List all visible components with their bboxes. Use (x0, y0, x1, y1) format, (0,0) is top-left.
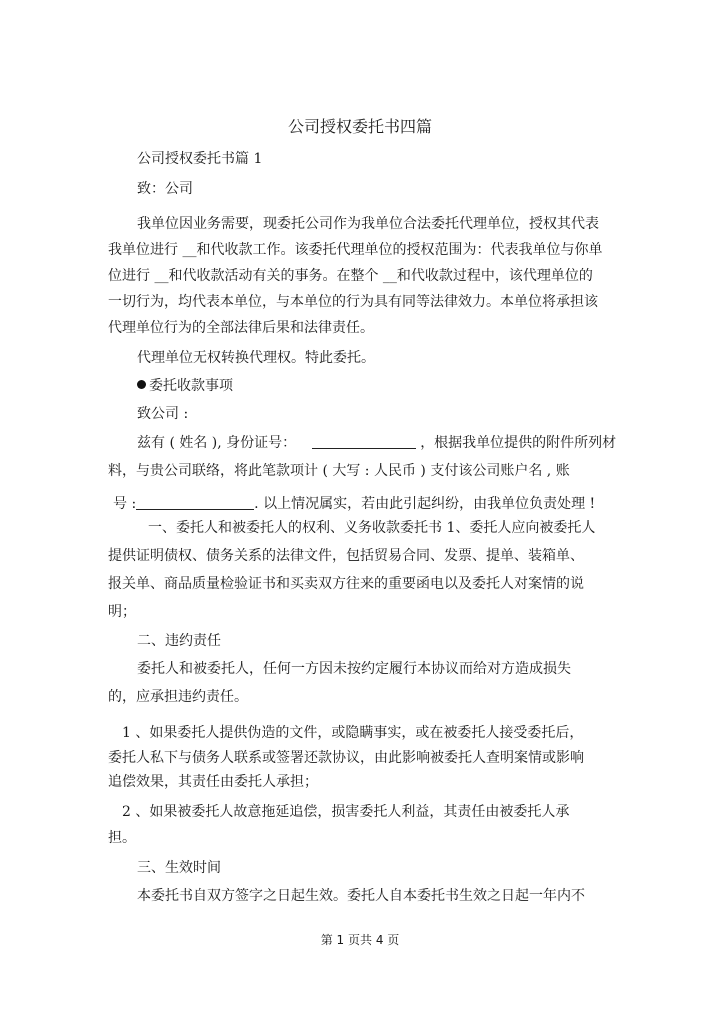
paragraph-line: 一切行为，均代表本单位，与本单位的行为具有同等法律效力。本单位将承担该 (108, 294, 598, 310)
paragraph-line: 担。 (108, 830, 136, 846)
paragraph-line: 1 、如果委托人提供伪造的文件，或隐瞒事实，或在被委托人接受委托后， (122, 725, 584, 741)
paragraph-line: 追偿效果，其责任由委托人承担； (108, 774, 318, 790)
paragraph-line: 代理单位行为的全部法律后果和法律责任。 (108, 320, 374, 336)
section-heading-3: 三、生效时间 (137, 860, 221, 876)
paragraph-line: 本委托书自双方签字之日起生效。委托人自本委托书生效之日起一年内不 (137, 888, 585, 904)
paragraph-line: 一、委托人和被委托人的权利、义务收款委托书 1、委托人应向被委托人 (148, 520, 596, 536)
id-number-blank (312, 434, 416, 449)
paragraph-line: 报关单、商品质量检验证书和买卖双方往来的重要函电以及委托人对案情的说 (108, 576, 584, 592)
paragraph-line: 料，与贵公司联络，将此笔款项计 ( 大写 : 人民币 ) 支付该公司账户名 , 账 (108, 463, 570, 479)
id-text-before: 兹有 ( 姓名 ), 身份证号： (137, 435, 297, 451)
page-title: 公司授权委托书四篇 (287, 117, 432, 136)
paragraph-line: 我单位进行 __和代收款工作。该委托代理单位的授权范围为：代表我单位与你单 (108, 242, 603, 258)
paragraph-line: 代理单位无权转换代理权。特此委托。 (137, 350, 375, 366)
id-text-after: ，根据我单位提供的附件所列材 (420, 435, 617, 451)
addressee-line: 致：公司 (137, 181, 193, 197)
bullet-item-label: 委托收款事项 (149, 378, 233, 394)
paragraph-line: 明； (108, 604, 136, 620)
paragraph-line: 2 、如果被委托人故意拖延追偿，损害委托人利益，其责任由被委托人承 (122, 804, 570, 820)
paragraph-line: 位进行 __和代收款活动有关的事务。在整个 __和代收款过程中，该代理单位的 (108, 268, 593, 284)
account-label: 号 : (113, 496, 137, 512)
section-heading-2: 二、违约责任 (137, 633, 221, 649)
bullet-icon (137, 380, 146, 389)
section-heading: 公司授权委托书篇 1 (137, 151, 263, 167)
page-footer: 第 1 页共 4 页 (320, 933, 400, 947)
account-text-after: . 以上情况属实，若由此引起纠纷，由我单位负责处理 ! (254, 496, 596, 512)
bullet-item (137, 376, 233, 396)
paragraph-line (137, 433, 616, 453)
paragraph-line: 委托人私下与债务人联系或签署还款协议，由此影响被委托人查明案情或影响 (108, 750, 584, 766)
paragraph-line: 我单位因业务需要，现委托公司作为我单位合法委托代理单位，授权其代表 (137, 216, 599, 232)
paragraph-line: 提供证明债权、债务关系的法律文件，包括贸易合同、发票、提单、装箱单、 (108, 548, 584, 564)
paragraph-line: 委托人和被委托人，任何一方因未按约定履行本协议而给对方造成损失 (137, 661, 571, 677)
addressee-line-2: 致公司 : (137, 406, 189, 422)
account-number-blank (136, 495, 254, 510)
paragraph-line: 的，应承担违约责任。 (108, 689, 248, 705)
paragraph-line (113, 494, 595, 514)
